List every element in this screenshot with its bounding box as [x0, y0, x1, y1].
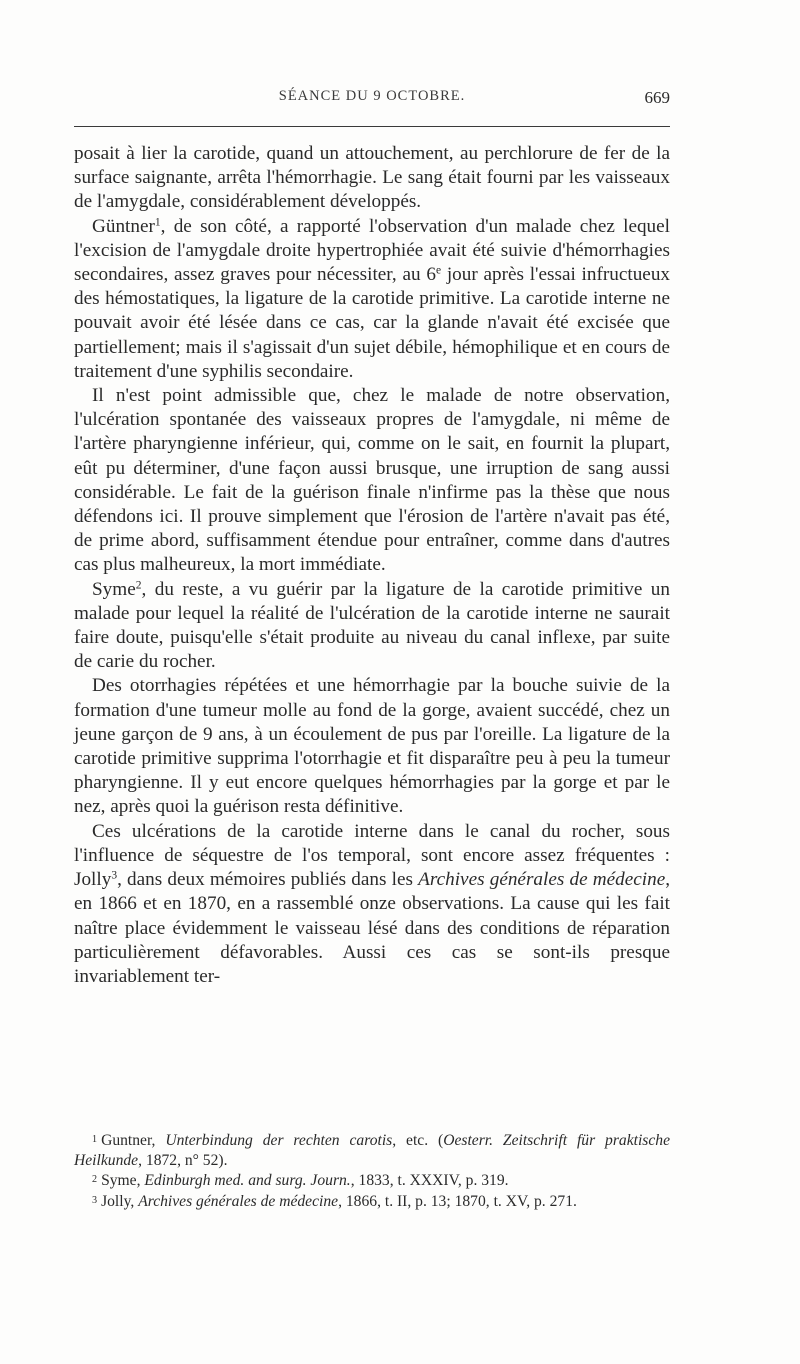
paragraph-2-text-b: jour après l'essai infructueux des hémostatiques, la ligature de la carotide primitive. La carotide interne ne pouvait avoir été lésée dans ce cas, car la glande n'avait été excisée que partiellement; mais il s'agissait d'un sujet débile, hémophilique et en cours de traitement d'une syphilis secondaire.: [74, 264, 671, 382]
footnote-2-author: Syme,: [101, 1172, 145, 1190]
paragraph-6: [74, 820, 670, 989]
author-syme: Syme: [92, 578, 136, 600]
footnote-ref-2: 2: [135, 579, 142, 592]
footnote-ref-3: 3: [111, 869, 118, 882]
footnote-1-journal: Oesterr. Zeitschrift für praktische Heilkunde: [74, 1132, 670, 1169]
paragraph-2-text-a: , de son côté, a rapporté l'observation d'un malade chez lequel l'excision de l'amygdale droite hypertrophiée avait été suivie d'hémorrhagies secondaires, assez graves pour nécessiter, au 6: [74, 215, 670, 286]
running-head: SÉANCE DU 9 OCTOBRE.: [278, 88, 466, 104]
journal-title: Archives générales de médecine: [418, 869, 666, 891]
paragraph-5: Des otorrhagies répétées et une hémorrhagie par la bouche suivie de la formation d'une tumeur molle au fond de la gorge, avaient succédé, chez un jeune garçon de 9 ans, à un écoulement de pus par l'oreille. La ligature de la carotide primitive supprima l'otorrhagie et fit disparaître peu à peu la tumeur pharyngienne. Il y eut encore quelques hémorrhagies par la gorge et par le nez, après quoi la guérison resta définitive.: [74, 675, 670, 818]
paragraph-6-text-c: , en 1866 et en 1870, en a rassemblé onze observations. La cause qui les fait naître place évidemment le vaisseau lésé dans des conditions de réparation particulièrement défavorables. Aussi ces cas se sont-ils presque invariablement ter-: [74, 869, 671, 987]
page-header: [74, 88, 670, 118]
paragraph-1: posait à lier la carotide, quand un attouchement, au perchlorure de fer de la surface saignante, arrêta l'hémorrhagie. Le sang était fourni par les vaisseaux de l'amygdale, considérablement développés.: [74, 143, 670, 213]
footnote-1: [74, 1130, 670, 1170]
footnote-1-title: Unterbindung der rechten carotis: [165, 1132, 393, 1150]
header-rule: [74, 126, 670, 127]
footnote-3-author: Jolly,: [101, 1192, 139, 1210]
paragraph-6-text-a: Ces ulcérations de la carotide interne dans le canal du rocher, sous l'influence de séquestre de l'os temporal, sont encore assez fréquentes : Jolly: [74, 820, 670, 891]
body-text: [74, 142, 670, 989]
footnote-mark-2: 2: [92, 1174, 98, 1186]
footnote-mark-3: 3: [92, 1194, 98, 1206]
paragraph-3: Il n'est point admissible que, chez le malade de notre observation, l'ulcération spontanée des vaisseaux propres de l'amygdale, ni même de l'artère pharyngienne inférieur, qui, comme on le sait, en fournit la plupart, eût pu déterminer, d'une façon aussi brusque, une irruption de sang aussi considérable. Le fait de la guérison finale n'infirme pas la thèse que nous défendons ici. Il prouve simplement que l'érosion de l'artère n'avait pas été, de prime abord, suffisamment étendue pour entraîner, comme dans d'autres cas plus malheureux, la mort immédiate.: [74, 385, 670, 576]
footnote-2: [74, 1170, 670, 1191]
footnote-mark-1: 1: [92, 1134, 98, 1145]
author-guntner: Güntner: [92, 215, 155, 237]
footnotes: [74, 1130, 670, 1211]
footnote-2-text: , 1833, t. XXXIV, p. 319.: [350, 1172, 509, 1190]
paragraph-4-text: , du reste, a vu guérir par la ligature de la carotide primitive un malade pour lequel la réalité de l'ulcération de la carotide interne ne saurait faire doute, puisqu'elle s'était produite au niveau du canal inflexe, par suite de carie du rocher.: [74, 578, 670, 673]
footnote-1-text-a: , etc. (: [392, 1132, 444, 1150]
footnote-3-text: , 1866, t. II, p. 13; 1870, t. XV, p. 271.: [338, 1192, 577, 1210]
paragraph-2: [74, 215, 670, 384]
footnote-2-journal: Edinburgh med. and surg. Journ.: [144, 1172, 351, 1190]
ordinal-suffix: e: [435, 264, 442, 277]
footnote-3: [74, 1191, 670, 1212]
footnote-3-journal: Archives générales de médecine: [138, 1192, 339, 1210]
footnote-1-author: Guntner,: [101, 1132, 166, 1150]
footnote-ref-1: 1: [154, 216, 161, 229]
paragraph-4: [74, 578, 670, 675]
page-number: 669: [644, 88, 670, 107]
footnote-1-text-b: , 1872, n° 52).: [138, 1151, 228, 1169]
paragraph-6-text-b: , dans deux mémoires publiés dans les: [117, 869, 419, 891]
